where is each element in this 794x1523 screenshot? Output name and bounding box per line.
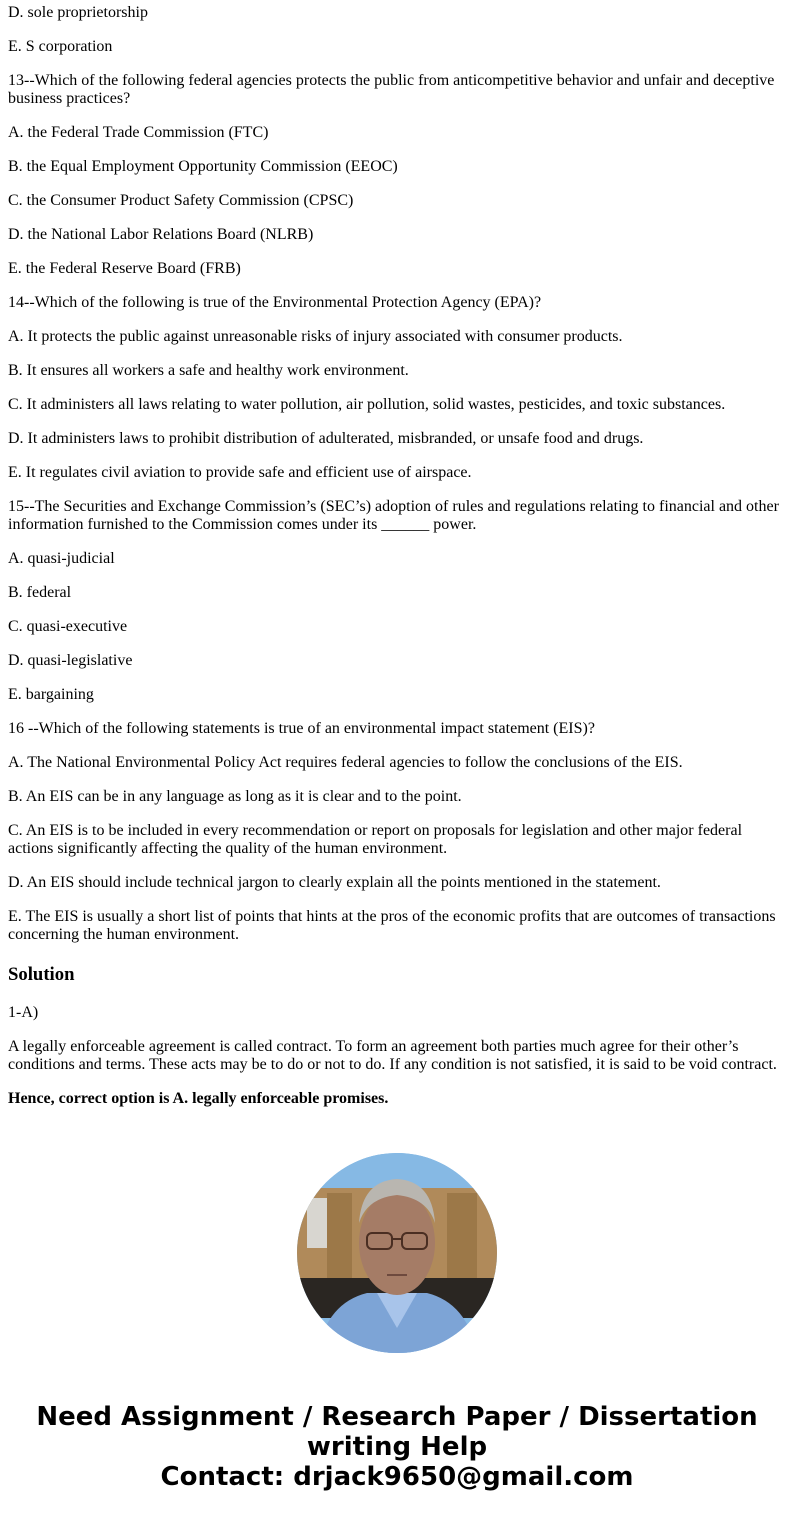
option-text: B. the Equal Employment Opportunity Commission (EEOC)	[8, 158, 398, 175]
option-text: A. quasi-judicial	[8, 550, 115, 567]
option-text: C. It administers all laws relating to water pollution, air pollution, solid wastes, pesticides, and toxic substances.	[8, 396, 726, 413]
question-15: 15--The Securities and Exchange Commission’s (SEC’s) adoption of rules and regulations relating to financial and other information furnished to the Commission comes under its ______ power.	[8, 498, 779, 533]
promo-contact: Contact: drjack9650@gmail.com	[160, 1462, 634, 1492]
promo-banner	[0, 1402, 794, 1492]
option-text: E. bargaining	[8, 686, 94, 703]
option-text: E. the Federal Reserve Board (FRB)	[8, 260, 241, 277]
option-text: A. The National Environmental Policy Act requires federal agencies to follow the conclusions of the EIS.	[8, 754, 683, 771]
option-text: B. An EIS can be in any language as long as it is clear and to the point.	[8, 788, 462, 805]
promo-line-2: writing Help	[306, 1432, 488, 1462]
option-text: C. quasi-executive	[8, 618, 128, 635]
option-text: E. It regulates civil aviation to provide safe and efficient use of airspace.	[8, 464, 472, 481]
option-text: D. An EIS should include technical jargon to clearly explain all the points mentioned in the statement.	[8, 874, 661, 891]
option-text: C. An EIS is to be included in every recommendation or report on proposals for legislation and other major federal actions significantly affecting the quality of the human environment.	[8, 822, 743, 857]
promo-line-1: Need Assignment / Research Paper / Dissertation	[36, 1402, 758, 1432]
solution-conclusion: Hence, correct option is A. legally enforceable promises.	[8, 1090, 389, 1107]
option-text: E. S corporation	[8, 38, 113, 55]
question-14: 14--Which of the following is true of the Environmental Protection Agency (EPA)?	[8, 294, 542, 311]
option-text: B. It ensures all workers a safe and healthy work environment.	[8, 362, 409, 379]
solution-body: A legally enforceable agreement is called contract. To form an agreement both parties much agree for their other’s conditions and terms. These acts may be to do or not to do. If any condition is not satisfied, it is said to be void contract.	[8, 1038, 777, 1073]
option-text: D. quasi-legislative	[8, 652, 133, 669]
solution-label: 1-A)	[8, 1004, 39, 1021]
document-body	[8, 4, 786, 1124]
option-text: D. It administers laws to prohibit distribution of adulterated, misbranded, or unsafe food and drugs.	[8, 430, 644, 447]
option-text: E. The EIS is usually a short list of points that hints at the pros of the economic profits that are outcomes of transactions concerning the human environment.	[8, 908, 776, 943]
author-photo-icon	[297, 1153, 497, 1353]
option-text: D. the National Labor Relations Board (NLRB)	[8, 226, 314, 243]
solution-heading: Solution	[8, 964, 75, 985]
option-text: A. It protects the public against unreasonable risks of injury associated with consumer products.	[8, 328, 623, 345]
option-text: A. the Federal Trade Commission (FTC)	[8, 124, 269, 141]
option-text: B. federal	[8, 584, 72, 601]
option-text: C. the Consumer Product Safety Commission (CPSC)	[8, 192, 354, 209]
question-13: 13--Which of the following federal agencies protects the public from anticompetitive behavior and unfair and deceptive business practices?	[8, 72, 775, 107]
option-text: D. sole proprietorship	[8, 4, 148, 21]
author-avatar	[297, 1153, 497, 1353]
question-16: 16 --Which of the following statements is true of an environmental impact statement (EIS)?	[8, 720, 595, 737]
